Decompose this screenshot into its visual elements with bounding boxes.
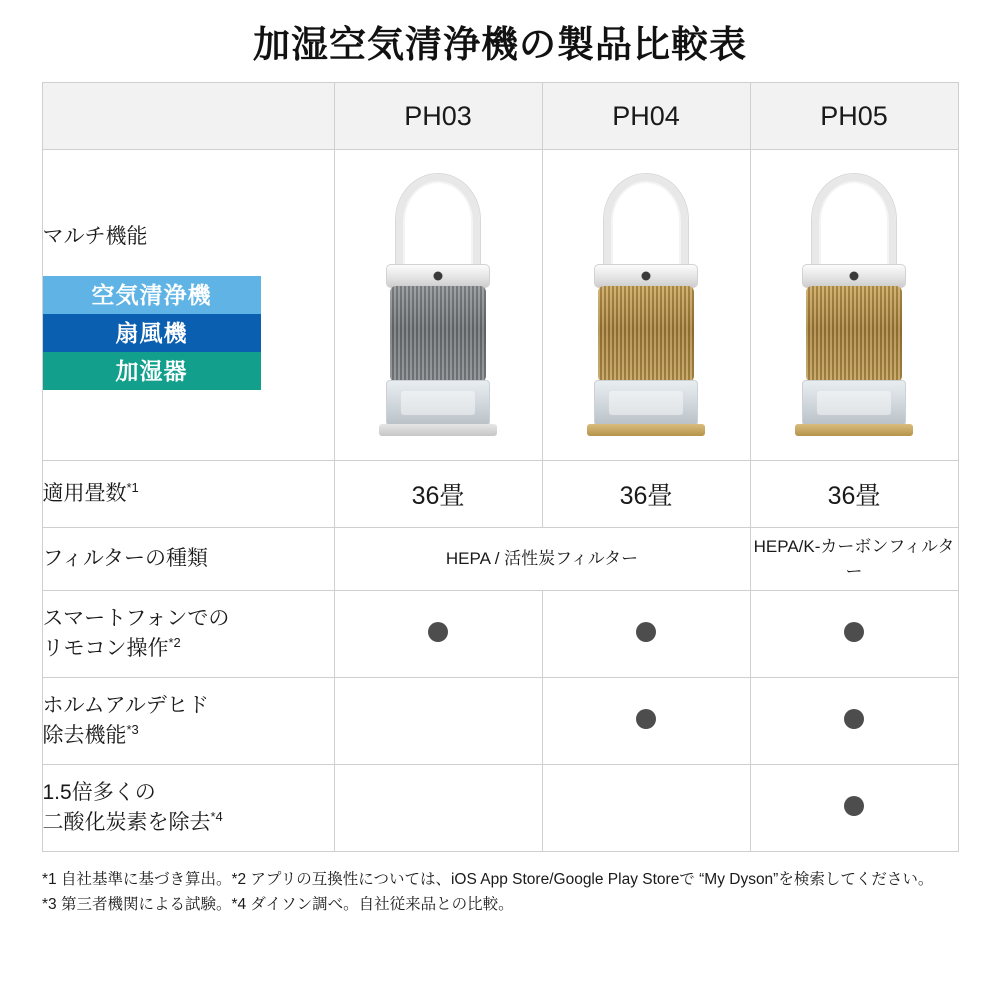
row-label-smartphone-remote: スマートフォンでの リモコン操作$^{*2}$ <box>42 591 334 678</box>
remote-mark-ph04 <box>542 591 750 678</box>
check-dot-icon <box>636 709 656 729</box>
area-value-ph05: 36畳 <box>750 461 958 528</box>
control-collar <box>594 264 698 288</box>
header-product-ph05: PH05 <box>750 83 958 150</box>
page-title: 加湿空気清浄機の製品比較表 <box>253 24 747 65</box>
row-label-area: 適用畳数$^{*1}$ <box>42 461 334 528</box>
header-blank-cell <box>42 83 334 150</box>
multifunction-label: マルチ機能 <box>42 225 148 248</box>
co2-mark-ph05 <box>750 765 958 852</box>
badge-humidifier: 加湿器 <box>43 352 261 390</box>
water-tank <box>386 380 490 426</box>
product-base <box>379 424 497 436</box>
filter-value-ph03-ph04: HEPA / 活性炭フィルター <box>334 528 750 591</box>
table-row-multifunction <box>42 150 958 461</box>
co2-mark-ph04 <box>542 765 750 852</box>
header-product-ph03: PH03 <box>334 83 542 150</box>
badge-air-purifier: 空気清浄機 <box>43 276 261 314</box>
control-collar <box>386 264 490 288</box>
product-base <box>795 424 913 436</box>
footnote-line-1: *1 自社基準に基づき算出。*2 アプリの互換性については、iOS App Store/Google Play Storeで “My Dyson”を検索してください。 <box>42 871 934 888</box>
check-dot-icon <box>844 622 864 642</box>
formaldehyde-mark-ph03 <box>334 678 542 765</box>
product-image-ph04 <box>542 150 750 461</box>
filter-value-ph05: HEPA/K-カーボンフィルター <box>750 528 958 591</box>
check-dot-icon <box>636 622 656 642</box>
header-product-ph04: PH04 <box>542 83 750 150</box>
table-row-formaldehyde <box>42 678 958 765</box>
formaldehyde-mark-ph04 <box>542 678 750 765</box>
table-header-row <box>42 83 958 150</box>
row-label-co2: 1.5倍多くの 二酸化炭素を除去$^{*4}$ <box>42 765 334 852</box>
filter-grill-silver <box>390 286 486 382</box>
row-label-formaldehyde: ホルムアルデヒド 除去機能$^{*3}$ <box>42 678 334 765</box>
footnotes <box>42 868 958 918</box>
badge-fan: 扇風機 <box>43 314 261 352</box>
area-value-ph03: 36畳 <box>334 461 542 528</box>
check-dot-icon <box>428 622 448 642</box>
co2-mark-ph03 <box>334 765 542 852</box>
table-row-filter-type <box>42 528 958 591</box>
remote-mark-ph03 <box>334 591 542 678</box>
table-row-smartphone-remote <box>42 591 958 678</box>
check-dot-icon <box>844 796 864 816</box>
control-collar <box>802 264 906 288</box>
row-label-filter-type: フィルターの種類 <box>42 528 334 591</box>
multifunction-label-cell <box>42 150 334 461</box>
water-tank <box>802 380 906 426</box>
table-row-area <box>42 461 958 528</box>
formaldehyde-mark-ph05 <box>750 678 958 765</box>
product-comparison-table <box>42 82 959 852</box>
footnote-line-2: *3 第三者機関による試験。*4 ダイソン調べ。自社従来品との比較。 <box>42 895 514 913</box>
product-image-ph03 <box>334 150 542 461</box>
area-value-ph04: 36畳 <box>542 461 750 528</box>
remote-mark-ph05 <box>750 591 958 678</box>
water-tank <box>594 380 698 426</box>
check-dot-icon <box>844 709 864 729</box>
product-image-ph05 <box>750 150 958 461</box>
table-row-co2 <box>42 765 958 852</box>
filter-grill-gold <box>806 286 902 382</box>
filter-grill-gold <box>598 286 694 382</box>
product-base <box>587 424 705 436</box>
